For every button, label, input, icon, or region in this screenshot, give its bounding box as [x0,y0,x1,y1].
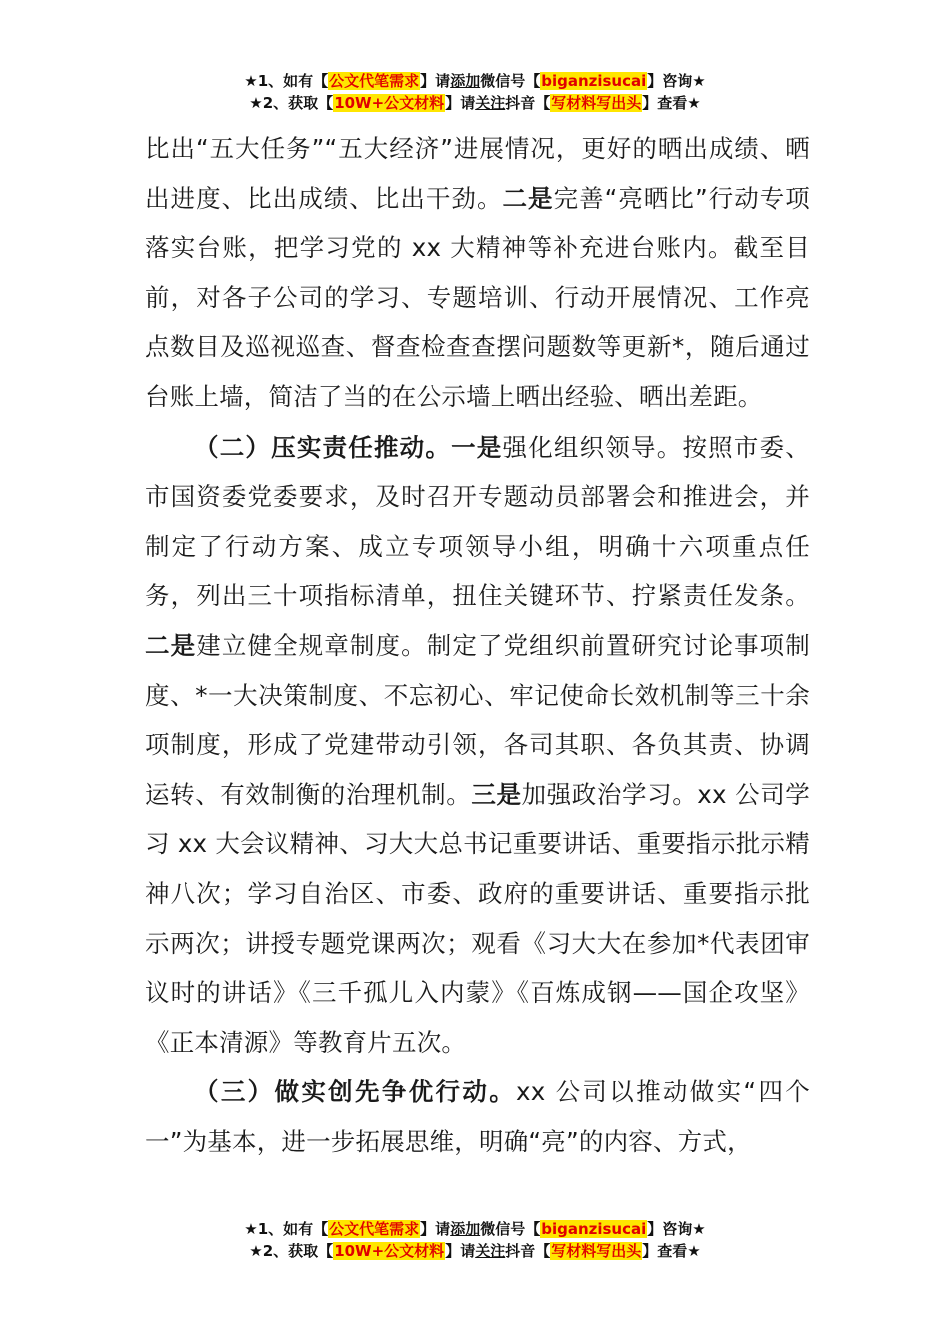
banner-text: ★2、获取【 [249,94,334,112]
banner-text: 】咨询★ [647,1220,706,1238]
banner-text: 抖音【 [505,1242,551,1260]
body-text: xx 公司以推动做实“四个一”为基本，进一步拓展思维，明确“亮”的内容、方式， [145,1077,810,1156]
banner-highlight: biganzisucai [541,72,647,90]
banner-emphasis: 添加 [450,72,481,90]
banner-text: 】请 [420,1220,451,1238]
banner-text: ★1、如有【 [244,72,329,90]
section-heading: （二）压实责任推动。一是 [194,432,503,462]
banner-text: 抖音【 [505,94,551,112]
banner-highlight: 10W+公文材料 [334,1242,445,1260]
banner-emphasis: 关注 [475,1242,506,1260]
banner-text: 】请 [445,94,476,112]
body-text: 比出“五大任务”“五大经济”进展情况，更好的晒出成绩、晒出进度、比出成绩、比出干劲。 [145,134,810,213]
banner-text: 】请 [420,72,451,90]
paragraph-section-3 [145,1067,810,1166]
banner-text: ★1、如有【 [244,1220,329,1238]
banner-text: 】查看★ [642,94,701,112]
banner-line-2 [0,1240,950,1262]
banner-highlight: biganzisucai [541,1220,647,1238]
paragraph-section-2 [145,423,810,1068]
bold-lead: 二是 [145,630,197,660]
bold-lead: 二是 [502,183,554,213]
banner-highlight: 10W+公文材料 [334,94,445,112]
body-text: 建立健全规章制度。制定了党组织前置研究讨论事项制度、*一大决策制度、不忘初心、牢记使命长效机制等三十余项制度，形成了党建带动引领，各司其职、各负其责、协调运转、有效制衡的治理机制。 [145,630,810,809]
body-text: 完善“亮晒比”行动专项落实台账，把学习党的 xx 大精神等补充进台账内。截至目前，对各子公司的学习、专题培训、行动开展情况、工作亮点数目及巡视巡查、督查检查查摆问题数等更新*，随后通过台账上墙，简洁了当的在公示墙上晒出经验、晒出差距。 [145,183,810,411]
banner-text: 微信号【 [480,1220,541,1238]
banner-highlight: 公文代笔需求 [329,1220,420,1238]
banner-emphasis: 关注 [475,94,506,112]
banner-text: 微信号【 [480,72,541,90]
banner-emphasis: 添加 [450,1220,481,1238]
banner-text: 】查看★ [642,1242,701,1260]
footer-banner [0,1218,950,1262]
banner-text: 】咨询★ [647,72,706,90]
banner-text: 】请 [445,1242,476,1260]
banner-line-1 [0,70,950,92]
banner-highlight: 写材料写出头 [551,94,642,112]
banner-highlight: 写材料写出头 [551,1242,642,1260]
document-body [145,124,810,1166]
bold-lead: 三是 [471,779,522,809]
banner-text: ★2、获取【 [249,1242,334,1260]
banner-line-1 [0,1218,950,1240]
paragraph-continued [145,124,810,422]
body-text: 加强政治学习。xx 公司学习 xx 大会议精神、习大大总书记重要讲话、重要指示批示精神八次；学习自治区、市委、政府的重要讲话、重要指示批示两次；讲授专题党课两次；观看《习大大在参加*代表团审议时的讲话》《三千孤儿入内蒙》《百炼成钢——国企攻坚》《正本清源》等教育片五次。 [145,779,811,1057]
section-heading: （三）做实创先争优行动。 [194,1077,517,1107]
header-banner [0,70,950,114]
banner-line-2 [0,92,950,114]
body-text: 强化组织领导。按照市委、市国资委党委要求，及时召开专题动员部署会和推进会，并制定了行动方案、成立专项领导小组，明确十六项重点任务，列出三十项指标清单，扭住关键环节、拧紧责任发条。 [145,432,810,611]
banner-highlight: 公文代笔需求 [329,72,420,90]
